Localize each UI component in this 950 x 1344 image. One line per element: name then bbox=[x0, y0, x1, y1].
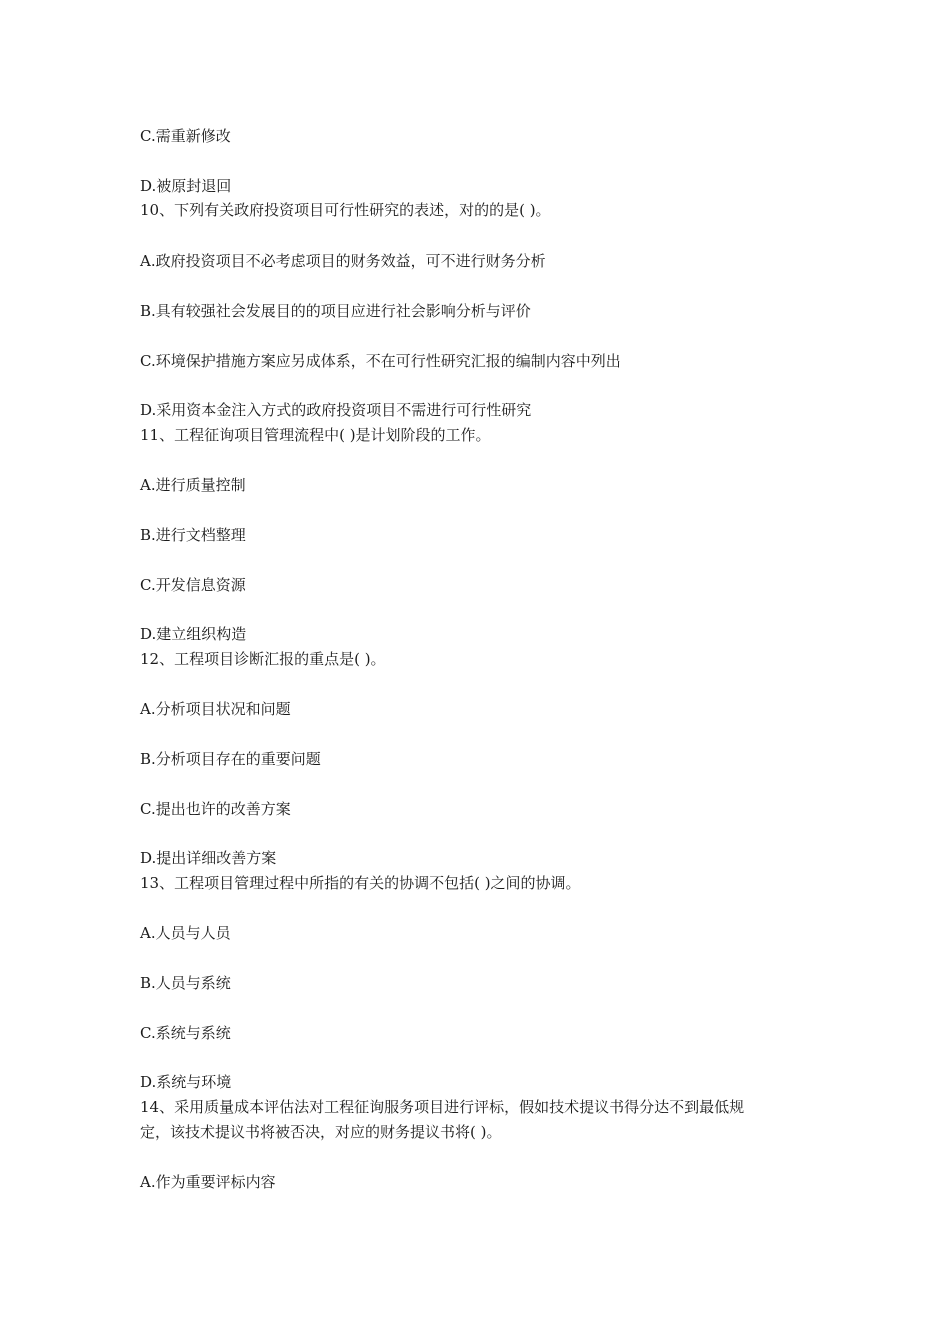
option-c-q10: C.环境保护措施方案应另成体系，不在可行性研究汇报的编制内容中列出 bbox=[140, 352, 621, 370]
option-a-q12: A.分析项目状况和问题 bbox=[140, 700, 291, 718]
question-10: 10、下列有关政府投资项目可行性研究的表述，对的的是( )。 bbox=[140, 201, 551, 219]
option-d-q9: D.被原封退回 bbox=[140, 177, 232, 195]
option-b-q10: B.具有较强社会发展目的的项目应进行社会影响分析与评价 bbox=[140, 302, 531, 320]
option-b-q11: B.进行文档整理 bbox=[140, 526, 246, 544]
option-c-q11: C.开发信息资源 bbox=[140, 576, 246, 594]
option-d-q12: D.提出详细改善方案 bbox=[140, 849, 277, 867]
option-c-q12: C.提出也许的改善方案 bbox=[140, 800, 291, 818]
option-d-q11: D.建立组织构造 bbox=[140, 625, 247, 643]
option-a-q14: A.作为重要评标内容 bbox=[140, 1173, 276, 1191]
question-14-line-1: 14、采用质量成本评估法对工程征询服务项目进行评标，假如技术提议书得分达不到最低规 bbox=[140, 1098, 745, 1116]
question-12: 12、工程项目诊断汇报的重点是( )。 bbox=[140, 650, 386, 668]
question-11: 11、工程征询项目管理流程中( )是计划阶段的工作。 bbox=[140, 426, 491, 444]
option-a-q10: A.政府投资项目不必考虑项目的财务效益，可不进行财务分析 bbox=[140, 252, 546, 270]
option-c-q13: C.系统与系统 bbox=[140, 1024, 231, 1042]
option-a-q11: A.进行质量控制 bbox=[140, 476, 246, 494]
option-b-q12: B.分析项目存在的重要问题 bbox=[140, 750, 321, 768]
question-13: 13、工程项目管理过程中所指的有关的协调不包括( )之间的协调。 bbox=[140, 874, 581, 892]
option-b-q13: B.人员与系统 bbox=[140, 974, 231, 992]
option-d-q13: D.系统与环境 bbox=[140, 1073, 232, 1091]
option-d-q10: D.采用资本金注入方式的政府投资项目不需进行可行性研究 bbox=[140, 401, 532, 419]
option-a-q13: A.人员与人员 bbox=[140, 924, 231, 942]
question-14-line-2: 定，该技术提议书将被否决，对应的财务提议书将( )。 bbox=[140, 1123, 502, 1141]
option-c-q9: C.需重新修改 bbox=[140, 127, 231, 145]
